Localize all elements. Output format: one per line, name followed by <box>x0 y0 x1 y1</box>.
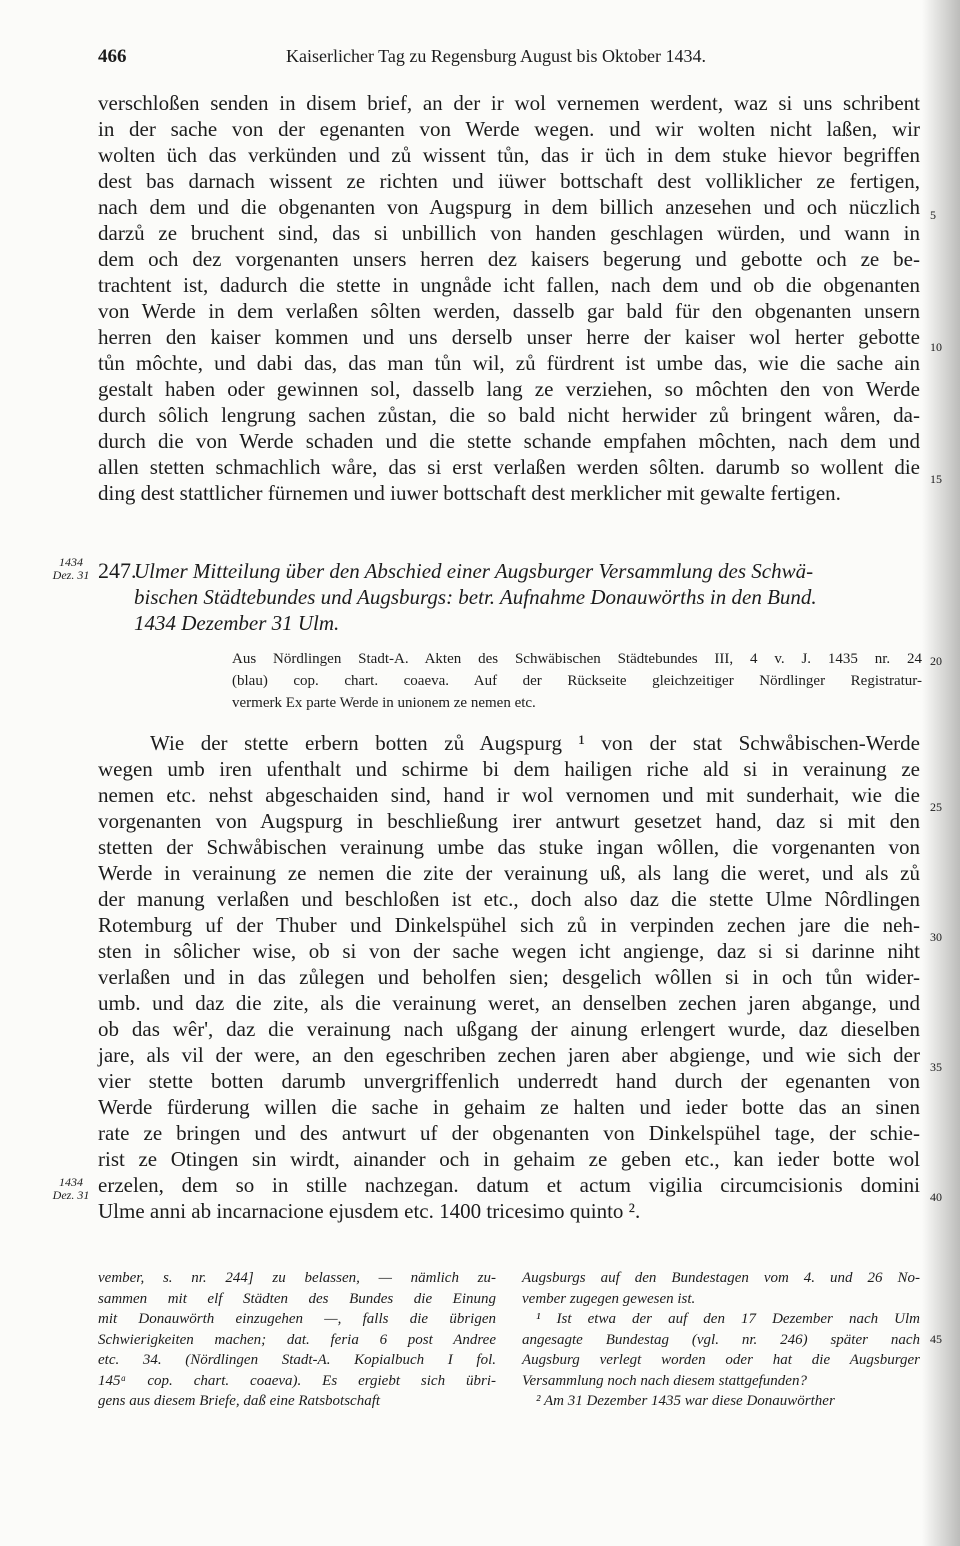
footnote-line: gens aus diesem Briefe, daß eine Ratsbotschaft <box>98 1393 381 1409</box>
line-number: 15 <box>930 472 942 486</box>
footnote-line: ² Am 31 Dezember 1435 war diese Donauwörther <box>536 1393 835 1409</box>
running-title: Kaiserlicher Tag zu Regensburg August bis Oktober 1434. <box>286 46 707 66</box>
margin-date-day: Dez. 31 <box>52 1188 90 1202</box>
line-number: 20 <box>930 654 942 668</box>
footnote-line: Augsburg verlegt worden oder hat die Augsburger <box>522 1352 920 1368</box>
text-line: Wie der stette erbern botten zů Augspurg ¹ von der stat Schwåbischen-Werde <box>150 731 920 755</box>
margin-date <box>50 556 92 582</box>
line-number: 30 <box>930 930 942 944</box>
text-line: trachtent ist, dadurch die stette in ungnåde icht fallen, nach dem und ob die obgenanten <box>98 273 920 297</box>
text-line: dem och dez vorgenanten unsers herren dez kaisers begerung und gebotte och ze be- <box>98 247 920 271</box>
text-line: Rotemburg uf der Thuber und Dinkelspühel sich zů in verpinden zechen jare die neh- <box>98 913 920 937</box>
footnote-line: mit Donauwörth einzugehen —, falls die übrigen <box>98 1311 496 1327</box>
text-line: durch sôlich lengrung sachen zůstan, die so bald nicht herwider zů bringent wåren, da- <box>98 403 920 427</box>
footnote-line: sammen mit elf Städten des Bundes die Einung <box>98 1290 496 1307</box>
text-line: tůn môchte, und dabi das, das man tůn wil, zů fürdrent ist umbe das, wie die sache ain <box>98 351 920 375</box>
text-line: sten in sôlicher wise, ob si von der sache wegen icht angienge, daz si si darinne niht <box>98 939 920 963</box>
margin-date-year: 1434 <box>59 1175 83 1189</box>
line-number: 45 <box>930 1332 942 1346</box>
text-line: Ulme anni ab incarnacione ejusdem etc. 1400 tricesimo quinto ². <box>98 1199 641 1223</box>
margin-date <box>50 1176 92 1202</box>
footnote-line: vember, s. nr. 244] zu belassen, — nämlich zu- <box>98 1270 496 1286</box>
line-number: 5 <box>930 208 936 222</box>
document-number: 247. <box>98 558 137 583</box>
footnote-line: Schwierigkeiten machen; dat. feria 6 post Andree <box>98 1331 496 1348</box>
footnote-line: Augsburgs auf den Bundestagen vom 4. und 26 No- <box>522 1270 920 1286</box>
footnotes-right-column <box>522 1268 920 1412</box>
text-line: der manung verlaßen und beschloßen ist etc., doch also daz die stette Ulme Nôrdlingen <box>98 887 920 911</box>
footnote-line: Versammlung noch nach diesem stattgefunden? <box>522 1372 807 1389</box>
title-line: Ulmer Mitteilung über den Abschied einer Augsburger Versammlung des Schwä- <box>134 559 814 583</box>
margin-date-day: Dez. 31 <box>52 568 90 582</box>
text-line: durch die von Werde schaden und die stette schande empfahen môchten, nach dem und <box>98 429 920 453</box>
title-line: bischen Städtebundes und Augsburgs: betr. Aufnahme Donauwörths in den Bund. <box>134 585 817 609</box>
line-number: 35 <box>930 1060 942 1074</box>
document-title <box>134 558 924 636</box>
footnote-line: ¹ Ist etwa der auf den 17 Dezember nach Ulm <box>536 1311 920 1327</box>
line-number: 25 <box>930 800 942 814</box>
text-line: Werde in verainung ze nemen die zite der verainung uß, als lang die weret, und als zů <box>98 861 920 885</box>
text-line: allen stetten schmachlich wåre, das si erst verlaßen werden sôlten. darumb so wollent die <box>98 455 920 479</box>
text-line: herren den kaiser kommen und uns derselb unser herre der kaiser wol herter gebotte <box>98 325 920 349</box>
page-number: 466 <box>98 46 127 67</box>
footnote-line: etc. 34. (Nördlingen Stadt-A. Kopialbuch I fol. <box>98 1352 496 1368</box>
text-line: verlaßen und in das zůlegen und beholfen sien; desgelich wôllen si in och tůn wider- <box>98 965 920 989</box>
text-line: stetten der Schwåbischen verainung umbe das stuke ingan wôllen, die vorgenanten von <box>98 835 920 859</box>
source-line: Aus Nördlingen Stadt-A. Akten des Schwäbischen Städtebundes III, 4 v. J. 1435 nr. 24 <box>232 651 922 667</box>
text-line: nach dem und die obgenanten von Augspurg in dem billich anzesehen und och nüczlich <box>98 195 920 219</box>
source-line: (blau) cop. chart. coaeva. Auf der Rückseite gleichzeitiger Nördlinger Registratur- <box>232 673 922 689</box>
footnote-line: vember zugegen gewesen ist. <box>522 1290 696 1307</box>
text-line: darzů ze bruchent sind, das si unbillich von handen geschlagen würden, und wann in <box>98 221 920 245</box>
footnote-line: angesagte Bundestag (vgl. nr. 246) später nach <box>522 1331 920 1348</box>
text-line: verschloßen senden in disem brief, an der ir wol vernemen werdent, waz si uns schribent <box>98 91 920 115</box>
text-line: gestalt haben oder gewinnen sol, dasselb lang ze verziehen, so môchten den von Werde <box>98 377 920 401</box>
text-line: in der sache von der egenanten von Werde wegen. und wir wolten nicht laßen, wir <box>98 117 920 141</box>
text-line: vier stette botten darumb unvergriffenlich underredt hand durch der egenanten von <box>98 1069 920 1093</box>
source-note <box>232 648 922 714</box>
footnote-line: 145ᵃ cop. chart. coaeva). Es ergiebt sich übri- <box>98 1372 496 1389</box>
title-line: 1434 Dezember 31 Ulm. <box>134 611 340 635</box>
text-line: rate ze bringen und des antwurt uf der obgenanten von Dinkelspühel tage, der schie- <box>98 1121 920 1145</box>
text-line: ding dest stattlicher fürnemen und iuwer bottschaft dest merklicher mit gewalte fertigen. <box>98 481 841 505</box>
source-line: vermerk Ex parte Werde in unionem ze nemen etc. <box>232 695 536 711</box>
page-edge-shadow <box>922 0 960 1546</box>
text-line: wegen umb iren ufenthalt und schirme bi dem hailigen riche ald si in verainung ze <box>98 757 920 781</box>
text-line: vorgenanten von Augspurg in beschließung irer antwurt gesetzet hand, daz si mit den <box>98 809 920 833</box>
page-header <box>98 46 920 76</box>
footnotes-left-column <box>98 1268 496 1412</box>
margin-date-year: 1434 <box>59 555 83 569</box>
line-number: 40 <box>930 1190 942 1204</box>
text-line: Werde fürderung willen die sache in gehaim ze halten und ieder botte das an sinen <box>98 1095 920 1119</box>
text-line: dest bas darnach wissent ze richten und iüwer bottschaft dest volliklicher ze fertigen, <box>98 169 920 193</box>
text-line: jare, als vil der were, an den egeschriben zechen jaren aber abgienge, und wie sich der <box>98 1043 920 1067</box>
text-line: nemen etc. nehst abgeschaiden sind, hand ir wol vernomen und mit sunderhait, wie die <box>98 783 920 807</box>
line-number: 10 <box>930 340 942 354</box>
text-line: rist ze Otingen sin wirdt, ainander och in gehaim ze geben etc., kan ieder botte wol <box>98 1147 920 1171</box>
text-line: wolten üch das verkünden und zů wissent tůn, das ir üch in dem stuke hievor begriffen <box>98 143 920 167</box>
text-line: erzelen, dem so in stille nachzegan. datum et actum vigilia circumcisionis domini <box>98 1173 920 1197</box>
text-line: umb. und daz die zite, als die verainung weret, an denselben zechen jaren abgange, und <box>98 991 920 1015</box>
text-line: ob das wêr', daz die verainung nach ußgang der ainung erlengert wurde, daz dieselben <box>98 1017 920 1041</box>
text-line: von Werde in dem verlaßen sôlten werden, dasselb gar bald für den obgenanten unsern <box>98 299 920 323</box>
